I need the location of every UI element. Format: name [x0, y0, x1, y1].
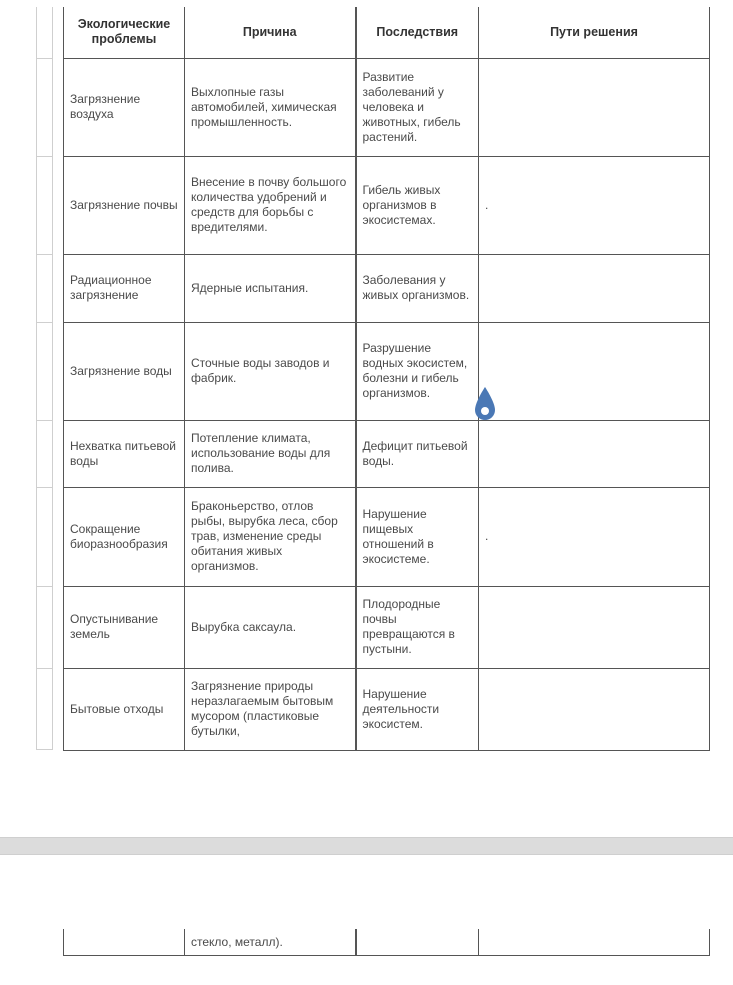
- row-stub: [37, 586, 52, 668]
- table-row: [64, 929, 710, 956]
- cell-cause: Браконьерство, отлов рыбы, вырубка леса, сбор трав, изменение среды обитания живых организмов.: [185, 487, 356, 586]
- cell-effect: Плодородные почвы превращаются в пустыни.: [356, 586, 479, 668]
- ecology-table: [63, 7, 710, 751]
- cell-effect: Нарушение деятельности экосистем.: [356, 668, 479, 750]
- cell-effect: Заболевания у живых организмов.: [356, 254, 479, 322]
- cell-solution: [479, 420, 710, 487]
- table-row: [64, 420, 710, 487]
- cell-problem: Опустынивание земель: [64, 586, 185, 668]
- header-solution: Пути решения: [479, 7, 710, 58]
- cell-cause: Ядерные испытания.: [185, 254, 356, 322]
- table-row: [64, 586, 710, 668]
- row-stub: [37, 254, 52, 322]
- cell-cause: Загрязнение природы неразлагаемым бытовым мусором (пластиковые бутылки,: [185, 668, 356, 750]
- table-row: [64, 668, 710, 750]
- table-row: [64, 58, 710, 156]
- cell-effect: [356, 929, 479, 956]
- drop-pin-icon[interactable]: [473, 385, 497, 425]
- table-row: [64, 487, 710, 586]
- cell-solution: .: [479, 487, 710, 586]
- cell-effect: Разрушение водных экосистем, болезни и гибель организмов.: [356, 322, 479, 420]
- cell-cause: Потепление климата, использование воды для полива.: [185, 420, 356, 487]
- cell-problem: Радиационное загрязнение: [64, 254, 185, 322]
- header-cause: Причина: [185, 7, 356, 58]
- cell-cause: Выхлопные газы автомобилей, химическая промышленность.: [185, 58, 356, 156]
- cell-solution: [479, 929, 710, 956]
- cell-effect: Нарушение пищевых отношений в экосистеме.: [356, 487, 479, 586]
- cell-effect: Гибель живых организмов в экосистемах.: [356, 156, 479, 254]
- cell-solution: [479, 586, 710, 668]
- row-stub: [37, 420, 52, 487]
- table-header-row: [64, 7, 710, 58]
- table-row: [64, 322, 710, 420]
- cell-solution: .: [479, 156, 710, 254]
- cell-solution: [479, 668, 710, 750]
- row-stub: [37, 487, 52, 586]
- cell-problem: Загрязнение почвы: [64, 156, 185, 254]
- cell-problem: [64, 929, 185, 956]
- header-effect: Последствия: [356, 7, 479, 58]
- row-stub: [37, 58, 52, 156]
- header-problem: Экологические проблемы: [64, 7, 185, 58]
- cell-problem: Бытовые отходы: [64, 668, 185, 750]
- row-number-column: [36, 7, 53, 750]
- cell-solution: [479, 58, 710, 156]
- cell-effect: Дефицит питьевой воды.: [356, 420, 479, 487]
- table-row: [64, 254, 710, 322]
- row-stub: [37, 322, 52, 420]
- cell-cause: стекло, металл).: [185, 929, 356, 956]
- cell-cause: Вырубка саксаула.: [185, 586, 356, 668]
- row-stub: [37, 668, 52, 750]
- cell-solution: [479, 322, 710, 420]
- cell-problem: Загрязнение воздуха: [64, 58, 185, 156]
- cell-problem: Сокращение биоразнообразия: [64, 487, 185, 586]
- cell-problem: Нехватка питьевой воды: [64, 420, 185, 487]
- table-row: [64, 156, 710, 254]
- row-stub: [37, 156, 52, 254]
- cell-cause: Сточные воды заводов и фабрик.: [185, 322, 356, 420]
- page-break-divider: [0, 837, 733, 855]
- cell-cause: Внесение в почву большого количества удобрений и средств для борьбы с вредителями.: [185, 156, 356, 254]
- cell-effect: Развитие заболеваний у человека и животных, гибель растений.: [356, 58, 479, 156]
- cell-problem: Загрязнение воды: [64, 322, 185, 420]
- cell-solution: [479, 254, 710, 322]
- ecology-table-continuation: [63, 929, 710, 956]
